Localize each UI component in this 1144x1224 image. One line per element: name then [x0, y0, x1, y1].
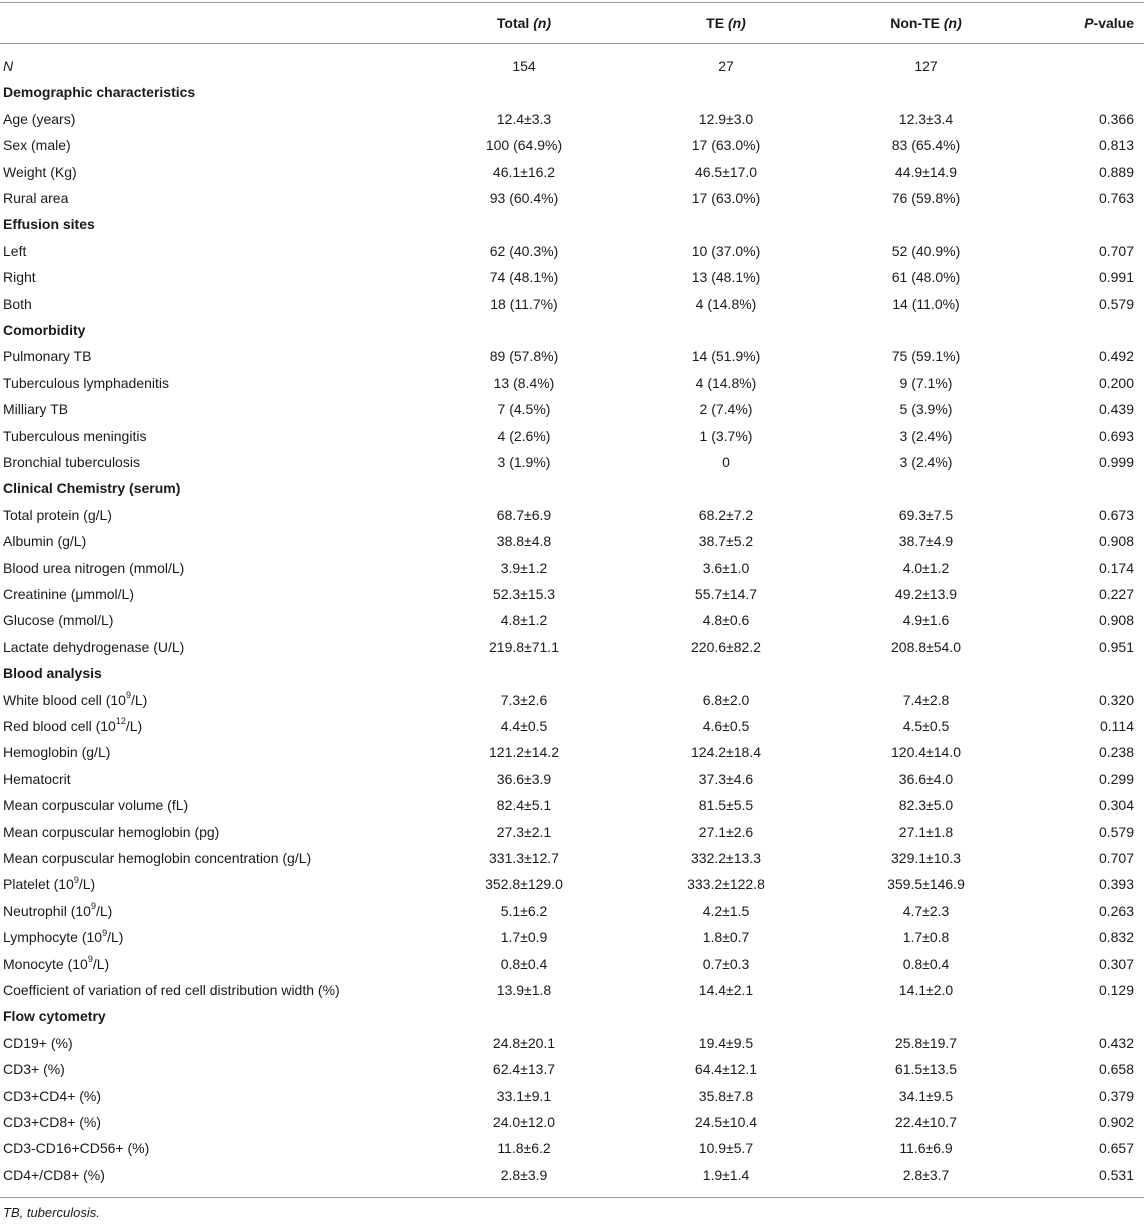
row-label: Glucose (mmol/L) [3, 612, 114, 629]
p-value-cell: 0.366 [1098, 110, 1134, 127]
total-cell: 62.4±13.7 [492, 1061, 556, 1078]
total-cell: 4.4±0.5 [500, 718, 548, 734]
total-cell: 24.0±12.0 [492, 1114, 556, 1130]
non-te-cell: 1.7±0.8 [902, 929, 950, 946]
total-cell: 68.7±6.9 [496, 506, 552, 523]
table-row [0, 1162, 1144, 1188]
te-cell: 4.8±0.6 [702, 612, 750, 629]
table-row [0, 106, 1144, 132]
section-label: Comorbidity [3, 322, 86, 338]
non-te-cell: 75 (59.1%) [891, 348, 961, 365]
row-label: Mean corpuscular hemoglobin concentration (g/L) [3, 850, 312, 866]
total-cell: 38.8±4.8 [496, 533, 552, 550]
table-row [0, 423, 1144, 449]
table-row [0, 845, 1144, 871]
non-te-cell: 14 (11.0%) [892, 295, 960, 312]
p-value-cell: 0.238 [1098, 744, 1134, 761]
section-label: Effusion sites [3, 216, 95, 233]
row-label: N [3, 58, 14, 74]
te-cell: 1.8±0.7 [702, 929, 750, 946]
te-cell: 4 (14.8%) [695, 374, 757, 391]
table-footnote: TB, tuberculosis. [3, 1205, 100, 1220]
non-te-cell: 76 (59.8%) [891, 190, 961, 206]
table-row [0, 132, 1144, 158]
table-row [0, 924, 1144, 950]
total-cell: 1.7±0.9 [500, 929, 548, 946]
row-label: Tuberculous meningitis [3, 427, 147, 444]
table-row [0, 159, 1144, 185]
total-cell: 11.8±6.2 [497, 1140, 551, 1157]
te-cell: 2 (7.4%) [699, 401, 753, 418]
p-value-cell: 0.432 [1098, 1034, 1134, 1051]
te-cell: 124.2±18.4 [691, 744, 761, 761]
row-label: Monocyte $(10^9/L)$ [3, 953, 110, 972]
total-cell: 4 (2.6%) [497, 427, 551, 444]
non-te-cell: 61.5±13.5 [894, 1061, 958, 1078]
te-cell: 38.7±5.2 [698, 533, 754, 550]
table-row [0, 739, 1144, 765]
header-total: Total (n) [496, 15, 552, 31]
row-label: Pulmonary TB [3, 348, 92, 365]
table-row [0, 634, 1144, 660]
table-row [0, 1056, 1144, 1082]
non-te-cell: 25.8±19.7 [894, 1034, 958, 1051]
total-cell: 352.8±129.0 [485, 876, 563, 893]
p-value-cell: 0.299 [1098, 770, 1134, 787]
table-row [0, 871, 1144, 897]
non-te-cell: 38.7±4.9 [898, 533, 954, 550]
total-cell: 0.8±0.4 [500, 955, 548, 972]
te-cell: 81.5±5.5 [698, 797, 754, 814]
te-cell: 14 (51.9%) [691, 348, 761, 365]
table-row [0, 819, 1144, 845]
p-value-cell: 0.902 [1098, 1114, 1134, 1130]
non-te-cell: 12.3±3.4 [898, 110, 954, 127]
row-label: White blood cell $(10^9/L)$ [3, 689, 148, 708]
p-value-cell: 0.114 [1100, 718, 1134, 734]
table-row [0, 291, 1144, 317]
non-te-cell: 329.1±10.3 [891, 850, 961, 866]
table-header [0, 3, 1144, 43]
section-header-row [0, 475, 1144, 501]
total-cell: 74 (48.1%) [489, 269, 559, 286]
te-cell: 37.3±4.6 [698, 770, 754, 787]
header-p-value: P-value [1084, 15, 1134, 31]
te-cell: 55.7±14.7 [694, 586, 758, 602]
row-label: Hematocrit [3, 770, 71, 787]
te-cell: 332.2±13.3 [691, 850, 761, 866]
row-label: Bronchial tuberculosis [3, 454, 140, 470]
non-te-cell: 2.8±3.7 [902, 1166, 950, 1183]
table-row [0, 1030, 1144, 1056]
row-label: Mean corpuscular volume (fL) [3, 797, 189, 814]
table-row [0, 1083, 1144, 1109]
table-row [0, 977, 1144, 1003]
row-label: Lymphocyte $(10^9/L)$ [3, 927, 124, 946]
row-label: Rural area [3, 190, 69, 206]
p-value-cell: 0.307 [1098, 955, 1134, 972]
p-value-cell: 0.657 [1098, 1140, 1134, 1157]
total-cell: 2.8±3.9 [500, 1166, 548, 1183]
te-cell: 14.4±2.1 [698, 982, 754, 998]
table-row [0, 396, 1144, 422]
p-value-cell: 0.129 [1098, 982, 1134, 998]
table-row [0, 185, 1144, 211]
non-te-cell: 52 (40.9%) [891, 242, 961, 259]
row-label: Milliary TB [3, 401, 69, 418]
p-value-cell: 0.393 [1098, 876, 1134, 893]
p-value-cell: 0.999 [1098, 454, 1134, 470]
header-non-te: Non-TE (n) [890, 15, 962, 31]
non-te-cell: 127 [914, 58, 938, 74]
total-cell: 89 (57.8%) [489, 348, 559, 365]
table-row [0, 555, 1144, 581]
te-cell: 10 (37.0%) [691, 242, 761, 259]
te-cell: 4.6±0.5 [702, 718, 750, 734]
total-cell: 121.2±14.2 [489, 744, 559, 761]
bottom-rule [0, 1197, 1144, 1198]
non-te-cell: 4.9±1.6 [902, 612, 950, 629]
p-value-cell: 0.227 [1098, 586, 1134, 602]
table-row [0, 502, 1144, 528]
p-value-cell: 0.492 [1098, 348, 1134, 365]
te-cell: 4 (14.8%) [695, 295, 757, 312]
non-te-cell: 27.1±1.8 [898, 823, 954, 840]
section-label: Blood analysis [3, 665, 102, 682]
te-cell: 0 [722, 454, 730, 470]
non-te-cell: 7.4±2.8 [902, 691, 950, 708]
te-cell: 27 [718, 58, 734, 74]
te-cell: 68.2±7.2 [698, 506, 754, 523]
table-row [0, 766, 1144, 792]
header-rule [0, 43, 1144, 44]
total-cell: 4.8±1.2 [500, 612, 548, 629]
p-value-cell: 0.673 [1098, 506, 1134, 523]
row-label: Lactate dehydrogenase (U/L) [3, 638, 185, 655]
p-value-cell: 0.693 [1098, 427, 1134, 444]
non-te-cell: 61 (48.0%) [891, 269, 961, 286]
row-label: CD4+/CD8+ (%) [3, 1166, 105, 1183]
table-row [0, 264, 1144, 290]
non-te-cell: 208.8±54.0 [891, 638, 961, 655]
p-value-cell: 0.531 [1098, 1166, 1134, 1183]
total-cell: 100 (64.9%) [485, 137, 563, 154]
total-cell: 27.3±2.1 [496, 823, 552, 840]
total-cell: 46.1±16.2 [492, 163, 556, 180]
section-label: Demographic characteristics [3, 84, 196, 101]
non-te-cell: 4.0±1.2 [902, 559, 950, 576]
te-cell: 3.6±1.0 [702, 559, 750, 576]
table-row [0, 951, 1144, 977]
row-label: Both [3, 295, 32, 312]
table-row [0, 238, 1144, 264]
table-row [0, 1135, 1144, 1161]
row-label: Creatinine (μmmol/L) [3, 586, 134, 602]
non-te-cell: 14.1±2.0 [898, 982, 954, 998]
row-label: Neutrophil $(10^9/L)$ [3, 901, 113, 919]
table-row [0, 581, 1144, 607]
p-value-cell: 0.908 [1098, 533, 1134, 550]
te-cell: 35.8±7.8 [698, 1087, 754, 1104]
total-cell: 12.4±3.3 [496, 110, 552, 127]
p-value-cell: 0.320 [1098, 691, 1134, 708]
total-cell: 13 (8.4%) [493, 374, 555, 391]
table-row [0, 607, 1144, 633]
total-cell: 33.1±9.1 [496, 1087, 552, 1104]
te-cell: 19.4±9.5 [698, 1034, 754, 1051]
p-value-cell: 0.439 [1098, 401, 1134, 418]
p-value-cell: 0.579 [1098, 295, 1134, 312]
row-label: CD19+ (%) [3, 1034, 73, 1051]
total-cell: 7.3±2.6 [500, 691, 548, 708]
p-value-cell: 0.379 [1098, 1087, 1134, 1104]
total-cell: 5.1±6.2 [500, 902, 548, 919]
p-value-cell: 0.707 [1098, 850, 1134, 866]
p-value-cell: 0.991 [1098, 269, 1134, 286]
non-te-cell: 83 (65.4%) [891, 137, 961, 154]
p-value-cell: 0.763 [1098, 190, 1134, 206]
table-row [0, 1109, 1144, 1135]
p-value-cell: 0.951 [1098, 638, 1134, 655]
non-te-cell: 120.4±14.0 [891, 744, 961, 761]
section-header-row [0, 211, 1144, 237]
table-row [0, 449, 1144, 475]
row-label: Age (years) [3, 110, 76, 127]
total-cell: 24.8±20.1 [492, 1034, 556, 1051]
p-value-cell: 0.579 [1098, 823, 1134, 840]
table-row [0, 898, 1144, 924]
te-cell: 1 (3.7%) [699, 427, 753, 444]
total-cell: 3 (1.9%) [497, 454, 551, 470]
row-label: Albumin (g/L) [3, 533, 87, 550]
row-label: Red blood cell $(10^{12}/L)$ [3, 716, 143, 734]
non-te-cell: 22.4±10.7 [894, 1114, 958, 1130]
total-cell: 82.4±5.1 [496, 797, 552, 814]
te-cell: 27.1±2.6 [698, 823, 754, 840]
row-label: Tuberculous lymphadenitis [3, 374, 170, 391]
table-row [0, 528, 1144, 554]
row-label: Weight (Kg) [3, 163, 77, 180]
section-label: Clinical Chemistry (serum) [3, 480, 181, 497]
te-cell: 13 (48.1%) [691, 269, 761, 286]
table-row [0, 343, 1144, 369]
p-value-cell: 0.200 [1098, 374, 1134, 391]
te-cell: 6.8±2.0 [702, 691, 750, 708]
total-cell: 13.9±1.8 [496, 982, 552, 998]
te-cell: 220.6±82.2 [691, 638, 761, 655]
te-cell: 24.5±10.4 [694, 1114, 758, 1130]
te-cell: 17 (63.0%) [691, 190, 761, 206]
p-value-cell: 0.908 [1098, 612, 1134, 629]
table-row [0, 713, 1144, 739]
section-header-row [0, 79, 1144, 105]
section-header-row [0, 1003, 1144, 1029]
non-te-cell: 34.1±9.5 [898, 1087, 954, 1104]
non-te-cell: 82.3±5.0 [898, 797, 954, 814]
non-te-cell: 5 (3.9%) [899, 401, 953, 418]
non-te-cell: 49.2±13.9 [894, 586, 958, 602]
section-header-row [0, 317, 1144, 343]
total-cell: 219.8±71.1 [489, 638, 559, 655]
p-value-cell: 0.813 [1098, 137, 1134, 154]
te-cell: 1.9±1.4 [702, 1166, 750, 1183]
p-value-cell: 0.304 [1098, 797, 1134, 814]
row-label: Total protein (g/L) [3, 506, 112, 523]
te-cell: 333.2±122.8 [687, 876, 765, 893]
total-cell: 331.3±12.7 [489, 850, 559, 866]
table-row [0, 53, 1144, 79]
section-header-row [0, 660, 1144, 686]
te-cell: 4.2±1.5 [702, 902, 750, 919]
table-row [0, 792, 1144, 818]
total-cell: 154 [512, 58, 536, 74]
row-label: Left [3, 242, 27, 259]
non-te-cell: 3 (2.4%) [899, 427, 953, 444]
total-cell: 7 (4.5%) [497, 401, 551, 418]
header-te: TE (n) [706, 15, 746, 31]
table-row [0, 370, 1144, 396]
row-label: CD3-CD16+CD56+ (%) [3, 1140, 150, 1157]
total-cell: 62 (40.3%) [489, 242, 559, 259]
te-cell: 46.5±17.0 [694, 163, 758, 180]
te-cell: 12.9±3.0 [698, 110, 754, 127]
total-cell: 18 (11.7%) [490, 295, 558, 312]
te-cell: 0.7±0.3 [702, 955, 750, 972]
non-te-cell: 4.7±2.3 [902, 902, 950, 919]
p-value-cell: 0.658 [1098, 1061, 1134, 1078]
p-value-cell: 0.707 [1098, 242, 1134, 259]
section-label: Flow cytometry [3, 1008, 106, 1025]
non-te-cell: 4.5±0.5 [902, 718, 950, 734]
p-value-cell: 0.263 [1098, 902, 1134, 919]
non-te-cell: 11.6±6.9 [899, 1140, 953, 1157]
row-label: CD3+CD8+ (%) [3, 1114, 102, 1130]
non-te-cell: 359.5±146.9 [887, 876, 965, 893]
row-label: Right [3, 269, 36, 286]
row-label: Coefficient of variation of red cell distribution width (%) [3, 982, 340, 998]
row-label: Blood urea nitrogen (mmol/L) [3, 559, 185, 576]
row-label: Mean corpuscular hemoglobin (pg) [3, 823, 220, 840]
non-te-cell: 44.9±14.9 [894, 163, 958, 180]
row-label: Platelet $(10^9/L)$ [3, 874, 96, 893]
p-value-cell: 0.174 [1098, 559, 1134, 576]
total-cell: 3.9±1.2 [500, 559, 548, 576]
te-cell: 17 (63.0%) [691, 137, 761, 154]
total-cell: 93 (60.4%) [489, 190, 559, 206]
non-te-cell: 0.8±0.4 [902, 955, 950, 972]
non-te-cell: 3 (2.4%) [899, 454, 953, 470]
total-cell: 36.6±3.9 [496, 770, 552, 787]
row-label: CD3+ (%) [3, 1061, 65, 1078]
te-cell: 64.4±12.1 [694, 1061, 758, 1078]
row-label: CD3+CD4+ (%) [3, 1087, 102, 1104]
non-te-cell: 69.3±7.5 [898, 506, 954, 523]
table-row [0, 687, 1144, 713]
p-value-cell: 0.832 [1098, 929, 1134, 946]
total-cell: 52.3±15.3 [492, 586, 556, 602]
non-te-cell: 9 (7.1%) [899, 374, 953, 391]
non-te-cell: 36.6±4.0 [898, 770, 954, 787]
te-cell: 10.9±5.7 [698, 1140, 754, 1157]
row-label: Sex (male) [3, 137, 71, 154]
p-value-cell: 0.889 [1098, 163, 1134, 180]
row-label: Hemoglobin (g/L) [3, 744, 111, 761]
